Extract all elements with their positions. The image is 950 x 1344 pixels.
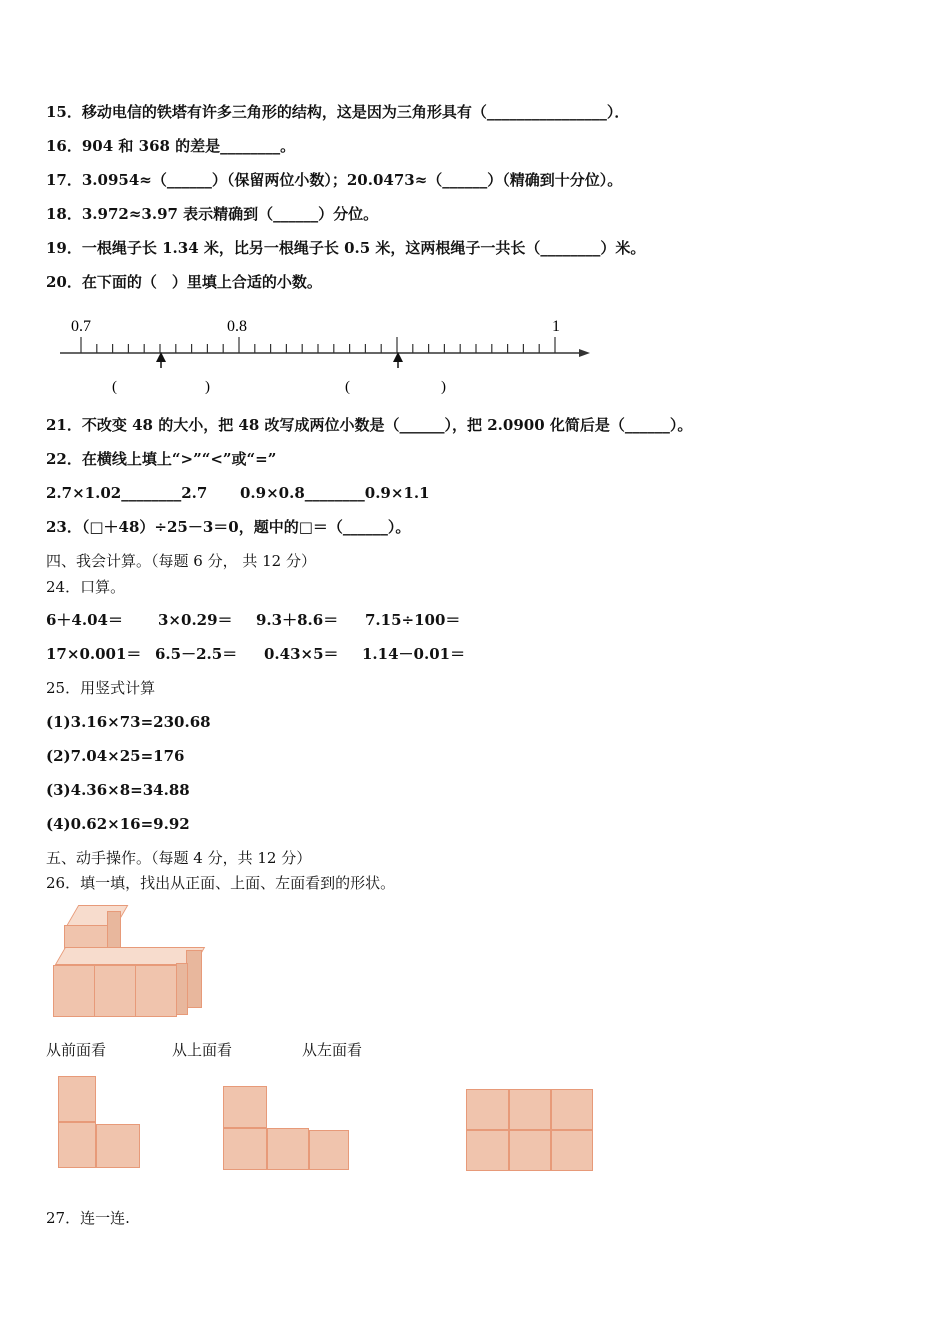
question-22: 22．在横线上填上“>”“<”或“=” [46, 450, 277, 468]
vertical-calc-4: (4)0.62×16=9.92 [46, 815, 190, 833]
view-shape-3 [466, 1089, 596, 1174]
question-15: 15．移动电信的铁塔有许多三角形的结构，这是因为三角形具有（________________）． [46, 103, 630, 121]
label-0-7: 0.7 [71, 318, 91, 335]
question-18: 18．3.972≈3.97 表示精确到（______）分位。 [46, 205, 379, 223]
label-1: 1 [552, 318, 560, 335]
view-label-front: 从前面看 [46, 1041, 107, 1059]
question-21: 21．不改变 48 的大小，把 48 改写成两位小数是（______），把 2.0900 化简后是（______）。 [46, 416, 693, 434]
question-27: 27．连一连. [46, 1209, 130, 1227]
calc-6: 6.5－2.5＝ [155, 645, 238, 663]
calc-2: 3×0.29＝ [158, 611, 233, 629]
view-label-top: 从上面看 [172, 1041, 233, 1059]
question-25: 25．用竖式计算 [46, 679, 156, 697]
question-19: 19．一根绳子长 1.34 米，比另一根绳子长 0.5 米，这两根绳子一共长（________）米。 [46, 239, 646, 257]
calc-7: 0.43×5＝ [264, 645, 339, 663]
view-label-left: 从左面看 [302, 1041, 363, 1059]
vertical-calc-2: (2)7.04×25=176 [46, 747, 185, 765]
blank-2-open: ( [345, 379, 350, 395]
label-0-8: 0.8 [227, 318, 247, 335]
section-4-heading: 四、我会计算。（每题 6 分， 共 12 分） [46, 552, 316, 570]
cube-stack-figure [50, 905, 205, 1020]
vertical-calc-3: (3)4.36×8=34.88 [46, 781, 190, 799]
calc-4: 7.15÷100＝ [365, 611, 461, 629]
calc-5: 17×0.001＝ [46, 645, 142, 663]
blank-2-close: ) [441, 379, 446, 395]
question-16: 16．904 和 368 的差是________。 [46, 137, 296, 155]
calc-1: 6＋4.04＝ [46, 611, 123, 629]
blank-1-close: ) [205, 379, 210, 395]
calc-3: 9.3＋8.6＝ [256, 611, 339, 629]
question-24: 24．口算。 [46, 578, 126, 596]
vertical-calc-1: (1)3.16×73=230.68 [46, 713, 211, 731]
compare-a: 2.7×1.02________2.7 [46, 484, 208, 502]
blank-1-open: ( [112, 379, 117, 395]
number-line-arrow-icon [579, 349, 590, 357]
calc-8: 1.14－0.01＝ [362, 645, 466, 663]
number-line [55, 312, 600, 402]
question-17: 17．3.0954≈（______）（保留两位小数）；20.0473≈（______）（精确到十分位）。 [46, 171, 623, 189]
question-20: 20．在下面的（ ）里填上合适的小数。 [46, 273, 322, 291]
question-26: 26．填一填，找出从正面、上面、左面看到的形状。 [46, 874, 396, 892]
question-23: 23．（□＋48）÷25－3＝0，题中的□＝（______）。 [46, 518, 411, 536]
section-5-heading: 五、动手操作。（每题 4 分，共 12 分） [46, 849, 312, 867]
view-shape-1 [56, 1076, 146, 1171]
compare-b: 0.9×0.8________0.9×1.1 [240, 484, 430, 502]
view-shape-2 [223, 1086, 353, 1176]
